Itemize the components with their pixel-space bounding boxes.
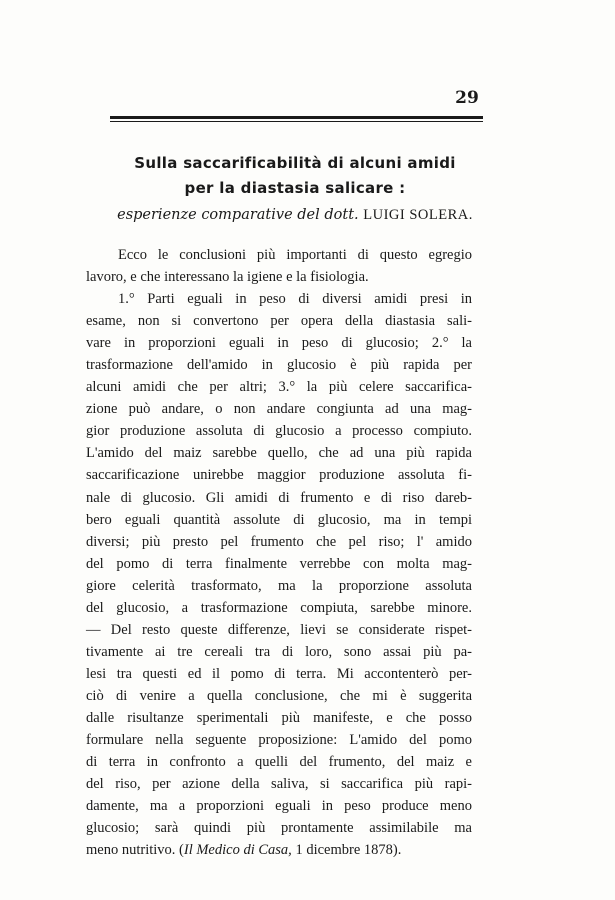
body-line: alcuni amidi che per altri; 3.° la più celere saccarifica-	[86, 379, 472, 396]
body-line: formulare nella seguente proposizione: L'amido del pomo	[86, 732, 472, 749]
body-line: damente, ma a proporzioni eguali in peso produce meno	[86, 798, 472, 815]
body-line: esame, non si convertono per opera della diastasia sali-	[86, 313, 472, 330]
header-rule-thick	[110, 116, 483, 119]
article-title-line-2: per la diastasia salicare :	[184, 179, 406, 197]
body-line: L'amido del maiz sarebbe quello, che ad una più rapida	[86, 445, 472, 462]
article-title-line-1: Sulla saccarificabilità di alcuni amidi	[134, 154, 456, 172]
body-line: lavoro, e che interessano la igiene e la fisiologia.	[86, 269, 369, 286]
body-line: glucosio; sarà quindi più prontamente assimilabile ma	[86, 820, 472, 837]
body-line: gior produzione assoluta di glucosio a processo compiuto.	[86, 423, 472, 440]
body-line: 1.° Parti eguali in peso di diversi amidi presi in	[118, 291, 472, 308]
body-line: bero eguali quantità assolute di glucosio, ma in tempi	[86, 511, 472, 528]
body-line: giore celerità trasformato, ma la proporzione assoluta	[86, 577, 472, 594]
body-line: vare in proporzioni eguali in peso di glucosio; 2.° la	[86, 335, 472, 352]
body-line-text: meno nutritivo. (	[86, 842, 184, 859]
body-line-text: 1 dicembre 1878).	[291, 842, 402, 859]
body-line: lesi tra questi ed il pomo di terra. Mi accontenterò per-	[86, 665, 472, 682]
article-byline	[90, 205, 500, 225]
body-line: di terra in confronto a quelli del frumento, del maiz e	[86, 754, 472, 771]
header-rule-thin	[110, 121, 483, 122]
body-line: tivamente ai tre cereali tra di loro, sono assai più pa-	[86, 643, 472, 660]
body-line: saccarificazione unirebbe maggior produzione assoluta fi-	[86, 467, 472, 484]
body-line: dalle risultanze sperimentali più manifeste, e che posso	[86, 709, 472, 726]
body-line: diversi; più presto pel frumento che pel riso; l' amido	[86, 533, 472, 550]
body-line: trasformazione dell'amido in glucosio è più rapida per	[86, 357, 472, 374]
body-line: del glucosio, a trasformazione compiuta, sarebbe minore.	[86, 599, 472, 616]
byline-description: esperienze comparative del dott.	[117, 207, 359, 223]
body-line: ciò di venire a quella conclusione, che mi è suggerita	[86, 687, 472, 704]
body-line: del riso, per azione della saliva, si saccarifica più rapi-	[86, 776, 472, 793]
page-number: 29	[455, 88, 479, 108]
body-line: nale di glucosio. Gli amidi di frumento e di riso dareb-	[86, 489, 472, 506]
body-line: zione può andare, o non andare congiunta ad una mag-	[86, 401, 472, 418]
source-citation: Il Medico di Casa,	[183, 842, 292, 859]
byline-author: LUIGI SOLERA.	[363, 207, 473, 223]
article-body	[86, 244, 472, 861]
body-line: Ecco le conclusioni più importanti di questo egregio	[118, 247, 472, 263]
body-line-final	[86, 839, 472, 861]
body-line: — Del resto queste differenze, lievi se considerate rispet-	[86, 621, 472, 638]
body-line: del pomo di terra finalmente verrebbe con molta mag-	[86, 555, 472, 572]
